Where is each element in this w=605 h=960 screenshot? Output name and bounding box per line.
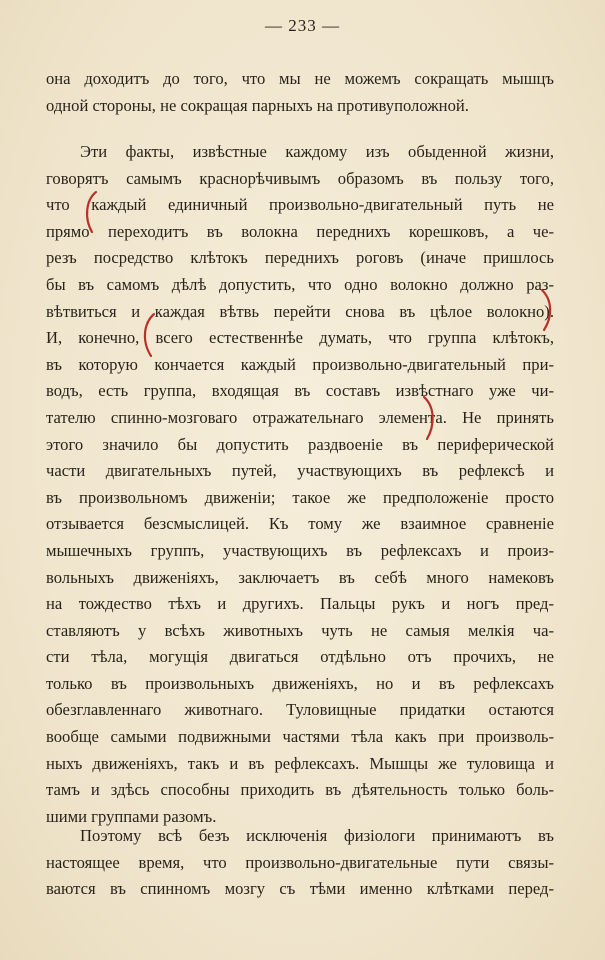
text-line: въ произвольномъ движеніи; такое же предположеніе просто xyxy=(46,487,554,507)
text-line: что каждый единичный произвольно-двигательный путь не xyxy=(46,195,554,215)
paragraph-1 xyxy=(46,66,554,119)
text-line: на тождество тѣхъ и другихъ. Пальцы рукъ и ногъ пред- xyxy=(46,594,554,614)
text-line: резъ посредство клѣтокъ переднихъ роговъ (иначе пришлось xyxy=(46,248,554,268)
text-line: тамъ и здѣсь способны приходить въ дѣятельность только боль- xyxy=(46,780,554,800)
text-line: вѣтвиться и каждая вѣтвь перейти снова въ цѣлое волокно). xyxy=(46,301,554,321)
text-line: тателю спинно-мозговаго отражательнаго элемента. Не принять xyxy=(46,407,554,427)
text-line: ныхъ движеніяхъ, такъ и въ рефлексахъ. Мышцы же туловища и xyxy=(46,753,554,773)
text-line: мышечныхъ группъ, участвующихъ въ рефлексахъ и произ- xyxy=(46,540,554,560)
text-line: бы въ самомъ дѣлѣ допустить, что одно волокно должно раз- xyxy=(46,274,554,294)
text-line: ставляютъ у всѣхъ животныхъ чуть не самыя мелкія ча- xyxy=(46,620,554,640)
page-number: — 233 — xyxy=(265,16,340,35)
text-line: настоящее время, что произвольно-двигательные пути связы- xyxy=(46,852,554,872)
text-line: отзывается безсмыслицей. Къ тому же взаимное сравненіе xyxy=(46,514,554,534)
red-bracket-mark-3 xyxy=(538,288,558,332)
text-line: она доходитъ до того, что мы не можемъ сокращать мышцъ xyxy=(46,69,554,88)
text-line: И, конечно, всего естественнѣе думать, что группа клѣтокъ, xyxy=(46,328,554,348)
red-bracket-mark-2 xyxy=(138,312,158,358)
text-line: вообще самыми подвижными частями тѣла какъ при произволь- xyxy=(46,727,554,747)
text-line: водъ, есть группа, входящая въ составъ извѣстнаго уже чи- xyxy=(46,381,554,401)
text-line: сти тѣла, могущія двигаться отдѣльно отъ прочихъ, не xyxy=(46,647,554,667)
text-line: обезглавленнаго животнаго. Туловищные придатки остаются xyxy=(46,700,554,720)
text-line: въ которую кончается каждый произвольно-двигательный при- xyxy=(46,354,554,374)
text-line: части двигательныхъ путей, участвующихъ въ рефлексѣ и xyxy=(46,461,554,481)
text-line: вольныхъ движеніяхъ, заключаетъ въ себѣ много намековъ xyxy=(46,567,554,587)
text-line: Поэтому всѣ безъ исключенія физіологи принимаютъ въ xyxy=(80,826,554,845)
text-line: Эти факты, извѣстные каждому изъ обыденной жизни, xyxy=(80,142,554,161)
paragraph-3 xyxy=(46,823,554,903)
paragraph-2 xyxy=(46,139,554,830)
text-line: одной стороны, не сокращая парныхъ на противуположной. xyxy=(46,95,469,115)
text-line: шими группами разомъ. xyxy=(46,806,217,826)
text-line: только въ произвольныхъ движеніяхъ, но и въ рефлексахъ xyxy=(46,673,554,693)
text-line: говорятъ самымъ краснорѣчивымъ образомъ въ пользу того, xyxy=(46,168,554,188)
text-line: ваются въ спинномъ мозгу съ тѣми именно клѣтками перед- xyxy=(46,879,554,899)
red-bracket-mark-1 xyxy=(80,190,100,234)
text-line: этого значило бы допустить раздвоеніе въ периферической xyxy=(46,434,554,454)
text-line: прямо переходитъ въ волокна переднихъ корешковъ, а че- xyxy=(46,221,554,241)
red-bracket-mark-4 xyxy=(420,395,440,441)
